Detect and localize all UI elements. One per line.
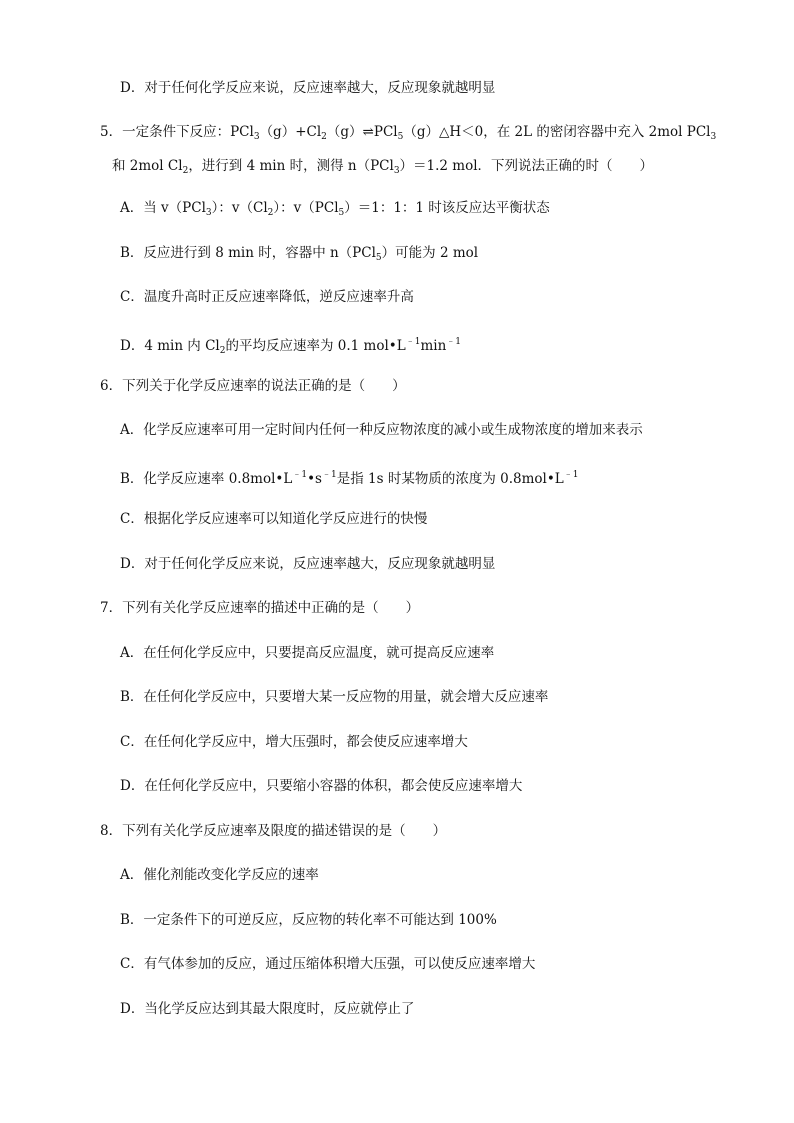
subscript-text: 2 (267, 208, 274, 218)
q7-stem (100, 598, 419, 618)
subscript-text: 5 (397, 132, 404, 142)
question-text: D．当化学反应达到其最大限度时，反应就停止了 (120, 1001, 415, 1017)
question-text: （g）⇌PCl (326, 124, 398, 140)
question-text: D．对于任何化学反应来说，反应速率越大，反应现象就越明显 (120, 80, 496, 96)
question-text: A．当 v（PCl (120, 200, 206, 216)
question-text: 是指 1s 时某物质的浓度为 0.8mol•L (336, 471, 564, 487)
q4-option-d (120, 78, 495, 98)
question-text: 7．下列有关化学反应速率的描述中正确的是（ ） (100, 600, 420, 616)
subscript-text: 5 (375, 253, 382, 263)
subscript-text: 3 (393, 166, 400, 176)
subscript-text: 2 (321, 132, 327, 142)
q5-option-c (120, 287, 414, 307)
subscript-text: 2 (219, 346, 226, 356)
q6-option-c (120, 509, 427, 529)
question-text: A．在任何化学反应中，只要提高反应温度，就可提高反应速率 (120, 645, 495, 661)
question-text: min (420, 338, 447, 354)
question-text: ）＝1.2 mol．下列说法正确的时（ ） (399, 158, 654, 174)
question-text: 8．下列有关化学反应速率及限度的描述错误的是（ ） (100, 823, 447, 839)
question-text: C．有气体参加的反应，通过压缩体积增大压强，可以使反应速率增大 (120, 956, 536, 972)
q7-option-a (120, 643, 494, 663)
question-text: 5．一定条件下反应：PCl (100, 124, 254, 140)
q8-option-b (120, 910, 497, 930)
subscript-text: 5 (338, 208, 345, 218)
question-text: D．4 min 内 Cl (120, 338, 220, 354)
question-text: 的平均反应速率为 0.1 mol•L (225, 338, 406, 354)
q6-option-a (120, 420, 643, 440)
question-text: B．反应进行到 8 min 时，容器中 n（PCl (120, 245, 376, 261)
q6-option-b (120, 465, 579, 489)
question-text: ）＝1：1：1 时该反应达平衡状态 (344, 200, 550, 216)
question-text: B．化学反应速率 0.8mol•L (120, 471, 293, 487)
q8-stem (100, 821, 446, 841)
q6-option-d (120, 554, 495, 574)
question-text: B．一定条件下的可逆反应，反应物的转化率不可能达到 100% (120, 912, 497, 928)
q7-option-c (120, 732, 468, 752)
question-text: 6．下列关于化学反应速率的说法正确的是（ ） (100, 378, 406, 394)
question-text: A．催化剂能改变化学反应的速率 (120, 867, 319, 883)
q6-stem (100, 376, 406, 396)
question-text: D．在任何化学反应中，只要缩小容器的体积，都会使反应速率增大 (120, 778, 523, 794)
q7-option-d (120, 776, 522, 796)
superscript-text: ﹣1 (322, 470, 337, 480)
question-text: C．根据化学反应速率可以知道化学反应进行的快慢 (120, 511, 428, 527)
q8-option-a (120, 865, 319, 885)
superscript-text: ﹣1 (292, 470, 308, 480)
question-text: 和 2mol Cl (112, 158, 183, 174)
subscript-text: 2 (182, 166, 189, 176)
q5-option-a (120, 198, 550, 223)
question-text: ）：v（Cl (211, 200, 268, 216)
subscript-text: 3 (253, 132, 260, 142)
subscript-text: 3 (205, 208, 212, 218)
q5-option-b (120, 243, 478, 268)
q8-option-c (120, 954, 535, 974)
subscript-text: 3 (710, 132, 717, 142)
question-text: C．在任何化学反应中，增大压强时，都会使反应速率增大 (120, 734, 468, 750)
question-text: C．温度升高时正反应速率降低，逆反应速率升高 (120, 289, 414, 305)
q7-option-b (120, 687, 548, 707)
question-text: ）可能为 2 mol (381, 245, 479, 261)
question-text: ）：v（PCl (273, 200, 339, 216)
q5-stem-continued (112, 156, 653, 181)
question-text: （g）+Cl (259, 124, 322, 140)
question-text: A．化学反应速率可用一定时间内任何一种反应物浓度的减小或生成物浓度的增加来表示 (120, 422, 643, 438)
question-text: （g）△H＜0，在 2L 的密闭容器中充入 2mol PCl (403, 124, 711, 140)
superscript-text: ﹣1 (405, 337, 421, 347)
superscript-text: ﹣1 (446, 337, 462, 347)
q5-stem (100, 122, 716, 147)
superscript-text: ﹣1 (563, 470, 579, 480)
q5-option-d (120, 332, 461, 361)
question-text: ，进行到 4 min 时，测得 n（PCl (188, 158, 394, 174)
question-text: B．在任何化学反应中，只要增大某一反应物的用量，就会增大反应速率 (120, 689, 549, 705)
q8-option-d (120, 999, 414, 1019)
question-text: D．对于任何化学反应来说，反应速率越大，反应现象就越明显 (120, 556, 496, 572)
question-text: •s (307, 471, 322, 487)
